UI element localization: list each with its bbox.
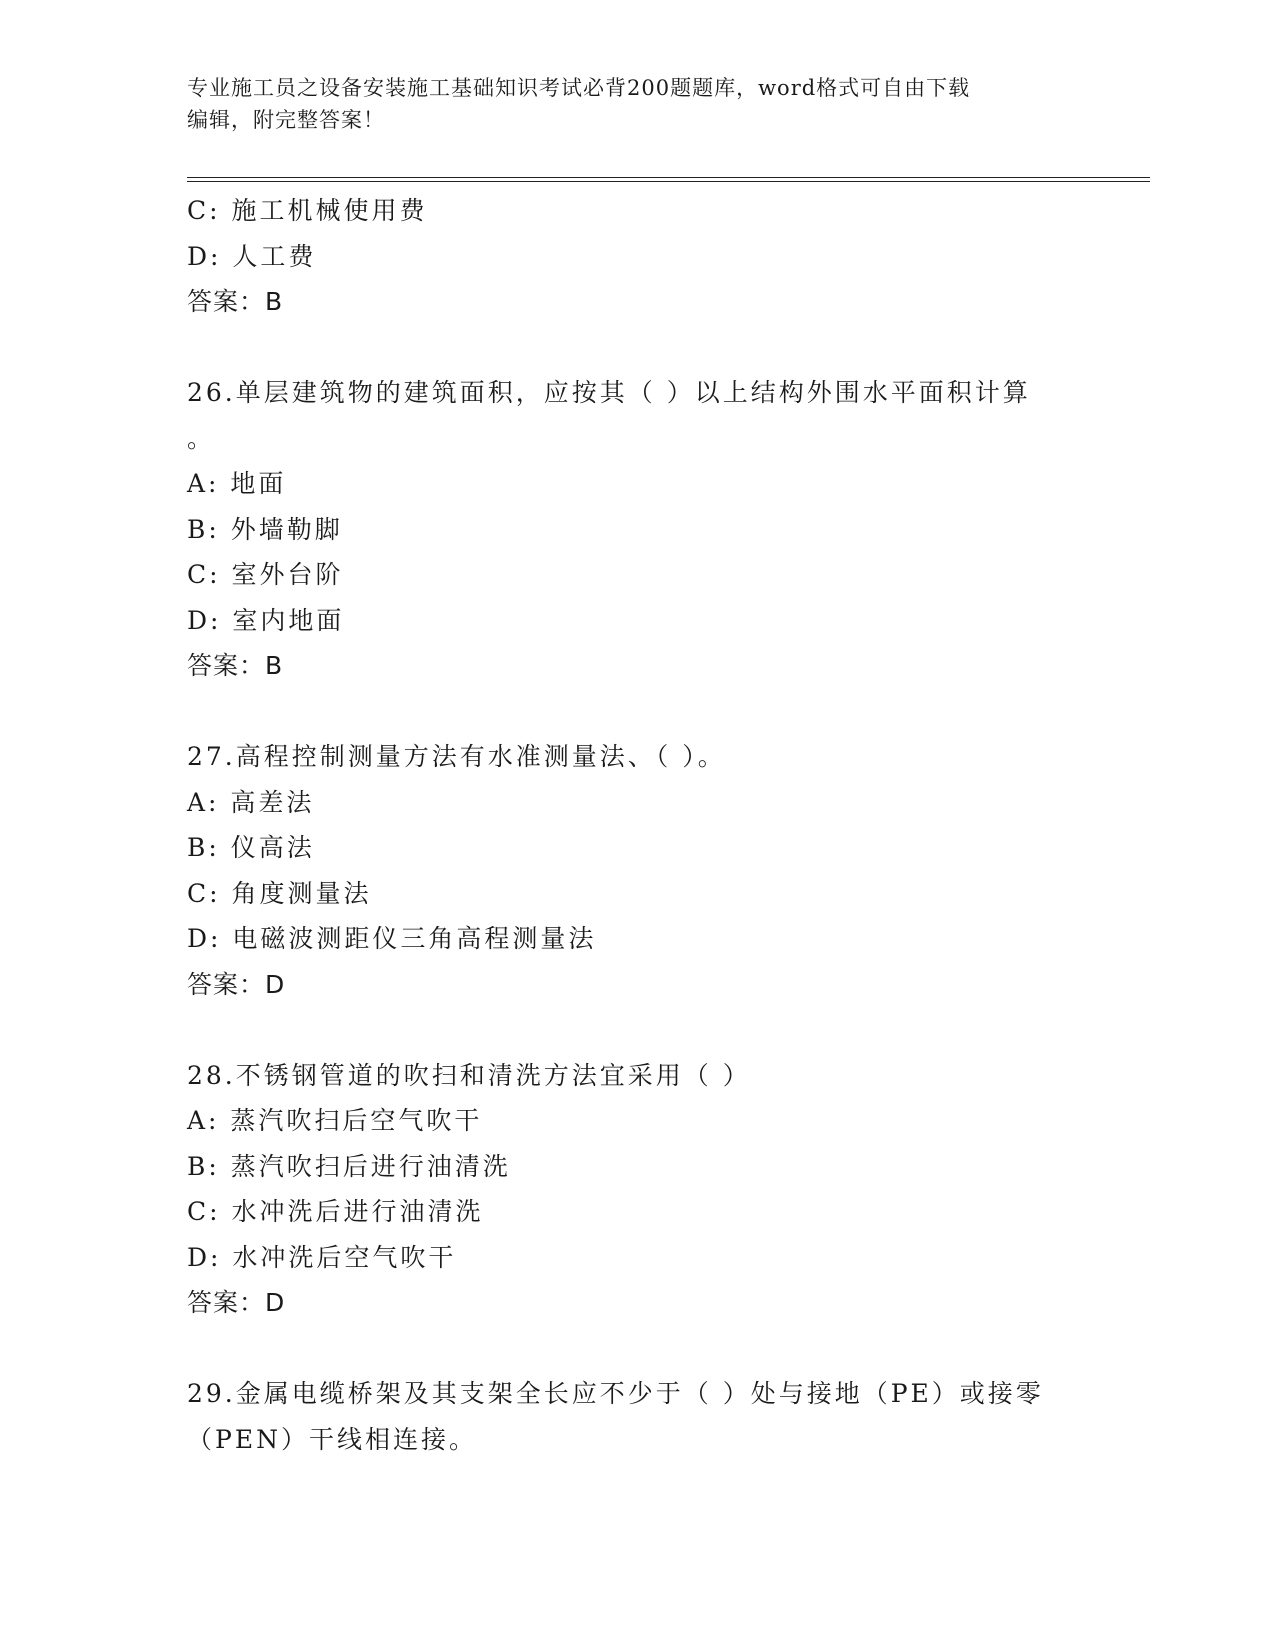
header-line-2: 编辑，附完整答案！	[187, 108, 385, 132]
answer-line: 答案：B	[187, 287, 284, 316]
option-a: A: 地面	[187, 469, 287, 498]
option-d: D: 室内地面	[187, 605, 345, 635]
question-28	[187, 1053, 1087, 1326]
spacer	[187, 325, 1087, 371]
question-25-tail	[187, 188, 1087, 325]
header-divider-bottom	[187, 181, 1150, 182]
question-list	[187, 188, 1087, 1462]
question-stem: 28.不锈钢管道的吹扫和清洗方法宜采用（ ）	[187, 1060, 751, 1090]
header-divider-top	[187, 177, 1150, 178]
option-c: C: 角度测量法	[187, 878, 372, 908]
spacer	[187, 1007, 1087, 1053]
option-d: D: 水冲洗后空气吹干	[187, 1242, 457, 1272]
question-stem: 29.金属电缆桥架及其支架全长应不少于（ ）处与接地（PE）或接零	[187, 1379, 1044, 1408]
answer-line: 答案：D	[187, 1288, 286, 1317]
question-stem: 26.单层建筑物的建筑面积，应按其（ ）以上结构外围水平面积计算	[187, 378, 1031, 407]
question-29	[187, 1371, 1087, 1462]
question-stem-continued: 。	[187, 423, 216, 453]
question-stem: 27.高程控制测量方法有水准测量法、（ ）。	[187, 742, 726, 771]
document-header	[187, 72, 1087, 136]
header-line-1: 专业施工员之设备安装施工基础知识考试必背200题题库，word格式可自由下载	[187, 76, 971, 100]
option-d: D: 人工费	[187, 241, 317, 271]
option-b: B: 外墙勒脚	[187, 514, 343, 544]
option-b: B: 仪高法	[187, 833, 315, 862]
option-c: C: 室外台阶	[187, 560, 344, 589]
option-a: A: 高差法	[187, 787, 315, 817]
question-26	[187, 370, 1087, 689]
option-c: C: 水冲洗后进行油清洗	[187, 1197, 484, 1226]
spacer	[187, 689, 1087, 735]
question-stem-continued: （PEN）干线相连接。	[187, 1424, 477, 1454]
spacer	[187, 1326, 1087, 1372]
answer-line: 答案：B	[187, 651, 284, 680]
option-d: D: 电磁波测距仪三角高程测量法	[187, 924, 597, 953]
option-b: B: 蒸汽吹扫后进行油清洗	[187, 1151, 511, 1181]
option-c: C: 施工机械使用费	[187, 196, 428, 225]
question-27	[187, 734, 1087, 1007]
option-a: A: 蒸汽吹扫后空气吹干	[187, 1106, 483, 1135]
answer-line: 答案：D	[187, 969, 286, 999]
